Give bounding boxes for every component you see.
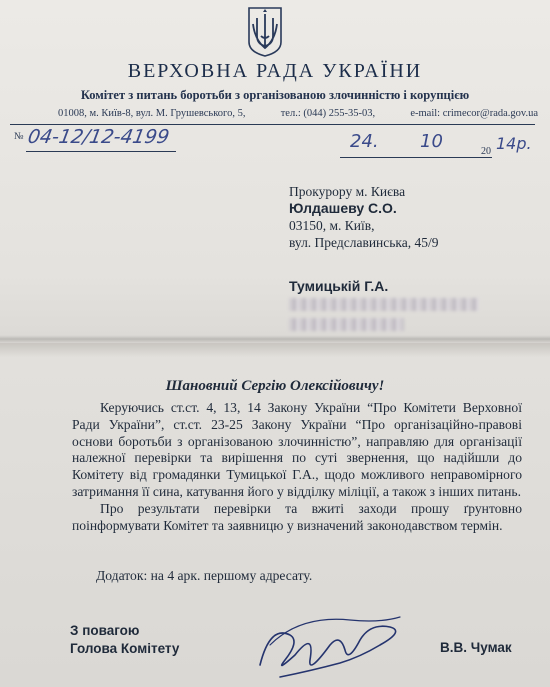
salutation: Шановний Сергію Олексійовичу! <box>165 378 385 394</box>
date-day: 24. <box>350 131 379 152</box>
body-paragraph-2: Про результати перевірки та вжиті заходи прошу ґрунтовно поінформувати Комітет та заявницю у визначений законодавством термін. <box>72 500 522 533</box>
addressee-city: 03150, м. Київ, <box>289 218 375 233</box>
letterhead-address: 01008, м. Київ-8, вул. М. Грушевського, 5, <box>58 108 246 119</box>
letter-body <box>72 400 522 534</box>
redacted-address-line-1 <box>289 298 479 311</box>
addressee-street: вул. Предславинська, 45/9 <box>289 235 439 250</box>
reference-underline <box>26 151 176 152</box>
letterhead-divider <box>10 124 535 125</box>
reference-number-label: № <box>14 131 24 142</box>
letterhead-title: ВЕРХОВНА РАДА УКРАЇНИ <box>127 60 423 82</box>
redacted-address-line-2 <box>289 318 404 331</box>
handwritten-signature <box>240 605 410 685</box>
addressee-title: Прокурору м. Києва <box>289 184 406 199</box>
sender-name: Тумицькій Г.А. <box>289 278 389 294</box>
sender-block <box>289 278 479 335</box>
addressee-block <box>289 183 439 251</box>
letterhead-phone: тел.: (044) 255-35-03, <box>280 108 376 119</box>
paper-fold <box>0 335 550 343</box>
committee-name: Комітет з питань боротьби з організованою злочинністю і корупцією <box>80 88 470 102</box>
signatory-name: В.В. Чумак <box>440 640 512 655</box>
closing-regards: З повагою <box>70 623 140 638</box>
date-year-handwritten: 14р. <box>496 134 532 153</box>
letterhead-email: e-mail: crimecor@rada.gov.ua <box>410 108 538 119</box>
date-month: 10 <box>420 131 443 152</box>
date-year-prefix: 20 <box>481 146 491 157</box>
letterhead-contacts <box>58 108 538 119</box>
attachment-note: Додаток: на 4 арк. першому адресату. <box>96 568 313 583</box>
closing-block <box>70 622 179 658</box>
date-underline <box>340 157 492 158</box>
closing-position: Голова Комітету <box>70 641 180 656</box>
body-paragraph-1: Керуючись ст.ст. 4, 13, 14 Закону України “Про Комітети Верховної Ради України”, ст.ст. 23-25 Закону України “Про організаційно-правові основи боротьби з організованою злочинністю”, направляю для організації належної перевірки та вирішення по суті звернення, що надійшли до Комітету від громадянки Тумицької Г.А., щодо можливого неправомірного затримання її сина, катування його у відділку міліції, а також з інших питань. <box>72 400 522 499</box>
reference-number: 04-12/12-4199 <box>26 126 171 148</box>
trident-emblem-icon <box>247 6 283 58</box>
addressee-name: Юлдашеву С.О. <box>289 200 397 216</box>
